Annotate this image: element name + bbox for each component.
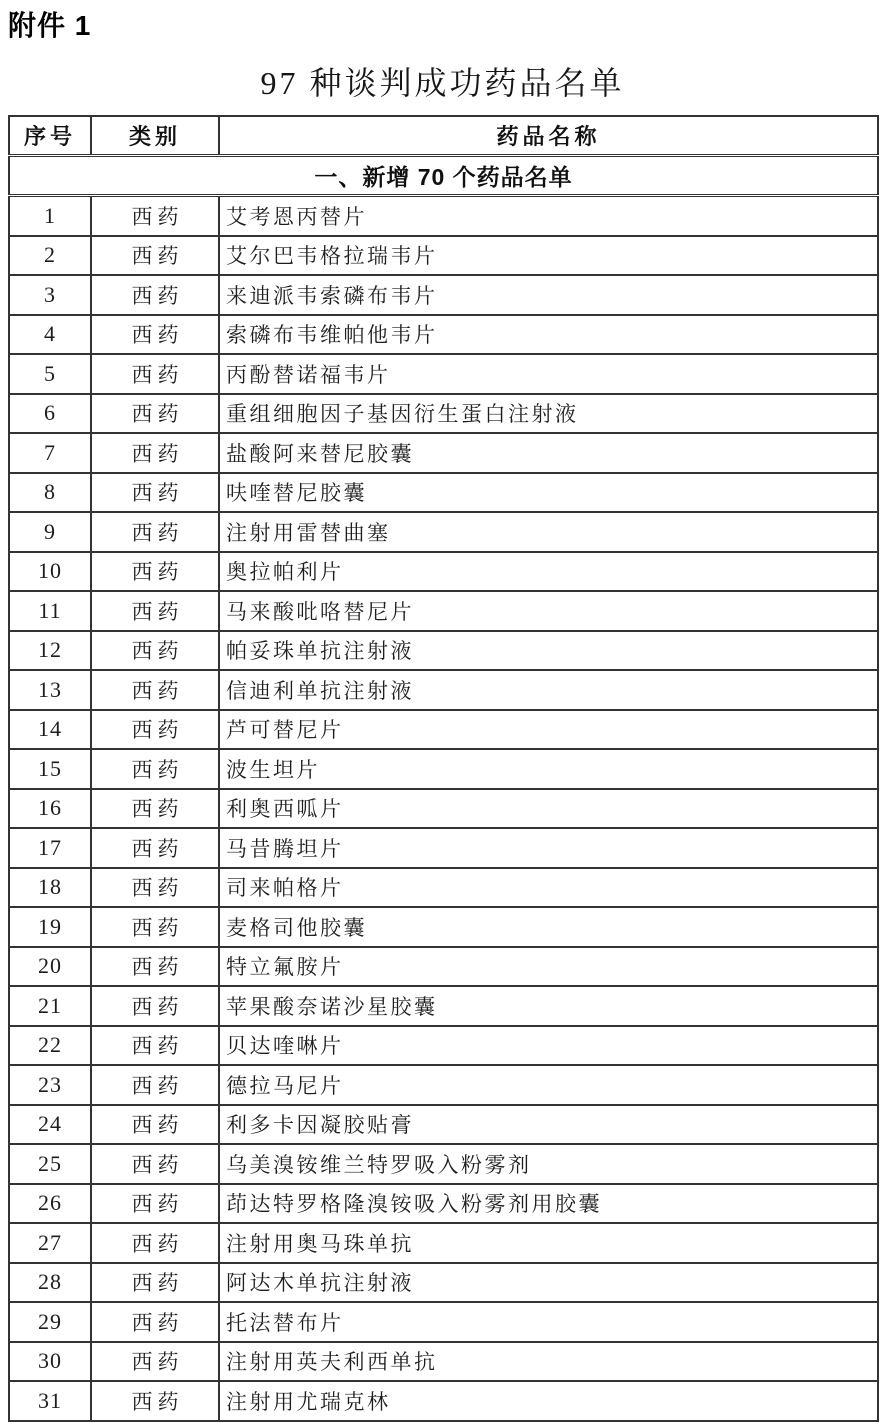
row-number-cell: 27 <box>9 1223 91 1263</box>
row-number-cell: 26 <box>9 1184 91 1224</box>
drug-name-cell: 托法替布片 <box>219 1302 878 1342</box>
drug-name-cell: 丙酚替诺福韦片 <box>219 354 878 394</box>
column-header-drug-name: 药品名称 <box>219 116 878 156</box>
category-cell: 西药 <box>91 1223 219 1263</box>
drug-name-cell: 呋喹替尼胶囊 <box>219 473 878 513</box>
table-row <box>9 828 878 868</box>
category-cell: 西药 <box>91 473 219 513</box>
category-cell: 西药 <box>91 789 219 829</box>
drug-name-cell: 阿达木单抗注射液 <box>219 1263 878 1303</box>
drug-name-cell: 注射用奥马珠单抗 <box>219 1223 878 1263</box>
row-number-cell: 10 <box>9 552 91 592</box>
drug-name-cell: 特立氟胺片 <box>219 947 878 987</box>
drug-name-cell: 波生坦片 <box>219 749 878 789</box>
drug-name-cell: 帕妥珠单抗注射液 <box>219 631 878 671</box>
category-cell: 西药 <box>91 394 219 434</box>
category-cell: 西药 <box>91 947 219 987</box>
table-row <box>9 275 878 315</box>
row-number-cell: 31 <box>9 1381 91 1421</box>
row-number-cell: 20 <box>9 947 91 987</box>
drug-name-cell: 苹果酸奈诺沙星胶囊 <box>219 986 878 1026</box>
drug-name-cell: 司来帕格片 <box>219 868 878 908</box>
table-row <box>9 1065 878 1105</box>
table-row <box>9 473 878 513</box>
category-cell: 西药 <box>91 907 219 947</box>
table-row <box>9 196 878 236</box>
row-number-cell: 21 <box>9 986 91 1026</box>
category-cell: 西药 <box>91 631 219 671</box>
drug-name-cell: 索磷布韦维帕他韦片 <box>219 315 878 355</box>
table-row <box>9 236 878 276</box>
table-row <box>9 789 878 829</box>
category-cell: 西药 <box>91 1342 219 1382</box>
table-row <box>9 1302 878 1342</box>
attachment-label: 附件 1 <box>8 10 92 41</box>
row-number-cell: 5 <box>9 354 91 394</box>
drug-name-cell: 贝达喹啉片 <box>219 1026 878 1066</box>
table-row <box>9 1263 878 1303</box>
row-number-cell: 19 <box>9 907 91 947</box>
row-number-cell: 6 <box>9 394 91 434</box>
table-row <box>9 1105 878 1145</box>
category-cell: 西药 <box>91 552 219 592</box>
table-row <box>9 354 878 394</box>
category-cell: 西药 <box>91 1302 219 1342</box>
row-number-cell: 7 <box>9 433 91 473</box>
column-header-no: 序号 <box>9 116 91 156</box>
drug-name-cell: 注射用雷替曲塞 <box>219 512 878 552</box>
row-number-cell: 17 <box>9 828 91 868</box>
category-cell: 西药 <box>91 275 219 315</box>
row-number-cell: 29 <box>9 1302 91 1342</box>
drug-name-cell: 来迪派韦索磷布韦片 <box>219 275 878 315</box>
row-number-cell: 25 <box>9 1144 91 1184</box>
drug-name-cell: 利多卡因凝胶贴膏 <box>219 1105 878 1145</box>
row-number-cell: 12 <box>9 631 91 671</box>
table-row <box>9 670 878 710</box>
row-number-cell: 16 <box>9 789 91 829</box>
drug-list-table <box>8 115 879 1422</box>
category-cell: 西药 <box>91 710 219 750</box>
category-cell: 西药 <box>91 1381 219 1421</box>
drug-name-cell: 信迪利单抗注射液 <box>219 670 878 710</box>
category-cell: 西药 <box>91 1144 219 1184</box>
table-row <box>9 315 878 355</box>
row-number-cell: 14 <box>9 710 91 750</box>
section-header-row <box>9 156 878 196</box>
table-row <box>9 1144 878 1184</box>
table-row <box>9 986 878 1026</box>
drug-name-cell: 注射用英夫利西单抗 <box>219 1342 878 1382</box>
row-number-cell: 9 <box>9 512 91 552</box>
table-row <box>9 710 878 750</box>
drug-name-cell: 艾考恩丙替片 <box>219 196 878 236</box>
category-cell: 西药 <box>91 196 219 236</box>
table-row <box>9 631 878 671</box>
drug-name-cell: 麦格司他胶囊 <box>219 907 878 947</box>
table-row <box>9 512 878 552</box>
category-cell: 西药 <box>91 236 219 276</box>
category-cell: 西药 <box>91 1026 219 1066</box>
column-header-category: 类别 <box>91 116 219 156</box>
category-cell: 西药 <box>91 670 219 710</box>
drug-name-cell: 艾尔巴韦格拉瑞韦片 <box>219 236 878 276</box>
row-number-cell: 15 <box>9 749 91 789</box>
row-number-cell: 23 <box>9 1065 91 1105</box>
category-cell: 西药 <box>91 1184 219 1224</box>
drug-name-cell: 注射用尤瑞克林 <box>219 1381 878 1421</box>
category-cell: 西药 <box>91 354 219 394</box>
row-number-cell: 2 <box>9 236 91 276</box>
drug-name-cell: 乌美溴铵维兰特罗吸入粉雾剂 <box>219 1144 878 1184</box>
drug-name-cell: 马来酸吡咯替尼片 <box>219 591 878 631</box>
row-number-cell: 28 <box>9 1263 91 1303</box>
drug-name-cell: 茚达特罗格隆溴铵吸入粉雾剂用胶囊 <box>219 1184 878 1224</box>
category-cell: 西药 <box>91 828 219 868</box>
category-cell: 西药 <box>91 591 219 631</box>
table-row <box>9 1381 878 1421</box>
drug-name-cell: 德拉马尼片 <box>219 1065 878 1105</box>
table-body <box>9 196 878 1421</box>
table-row <box>9 907 878 947</box>
drug-name-cell: 重组细胞因子基因衍生蛋白注射液 <box>219 394 878 434</box>
category-cell: 西药 <box>91 749 219 789</box>
row-number-cell: 11 <box>9 591 91 631</box>
drug-name-cell: 奥拉帕利片 <box>219 552 878 592</box>
row-number-cell: 4 <box>9 315 91 355</box>
category-cell: 西药 <box>91 1263 219 1303</box>
drug-name-cell: 芦可替尼片 <box>219 710 878 750</box>
table-row <box>9 433 878 473</box>
category-cell: 西药 <box>91 433 219 473</box>
drug-name-cell: 盐酸阿来替尼胶囊 <box>219 433 878 473</box>
table-row <box>9 947 878 987</box>
category-cell: 西药 <box>91 512 219 552</box>
row-number-cell: 22 <box>9 1026 91 1066</box>
row-number-cell: 30 <box>9 1342 91 1382</box>
row-number-cell: 1 <box>9 196 91 236</box>
page-title: 97 种谈判成功药品名单 <box>260 65 625 101</box>
table-row <box>9 868 878 908</box>
table-row <box>9 1026 878 1066</box>
table-row <box>9 1342 878 1382</box>
table-header-row <box>9 116 878 156</box>
section-header-label: 一、新增 70 个药品名单 <box>9 156 878 196</box>
drug-name-cell: 马昔腾坦片 <box>219 828 878 868</box>
drug-name-cell: 利奥西呱片 <box>219 789 878 829</box>
row-number-cell: 18 <box>9 868 91 908</box>
category-cell: 西药 <box>91 1105 219 1145</box>
table-row <box>9 749 878 789</box>
category-cell: 西药 <box>91 868 219 908</box>
row-number-cell: 8 <box>9 473 91 513</box>
table-row <box>9 394 878 434</box>
table-row <box>9 1223 878 1263</box>
table-row <box>9 591 878 631</box>
category-cell: 西药 <box>91 1065 219 1105</box>
category-cell: 西药 <box>91 315 219 355</box>
row-number-cell: 13 <box>9 670 91 710</box>
row-number-cell: 3 <box>9 275 91 315</box>
category-cell: 西药 <box>91 986 219 1026</box>
table-row <box>9 552 878 592</box>
table-row <box>9 1184 878 1224</box>
row-number-cell: 24 <box>9 1105 91 1145</box>
